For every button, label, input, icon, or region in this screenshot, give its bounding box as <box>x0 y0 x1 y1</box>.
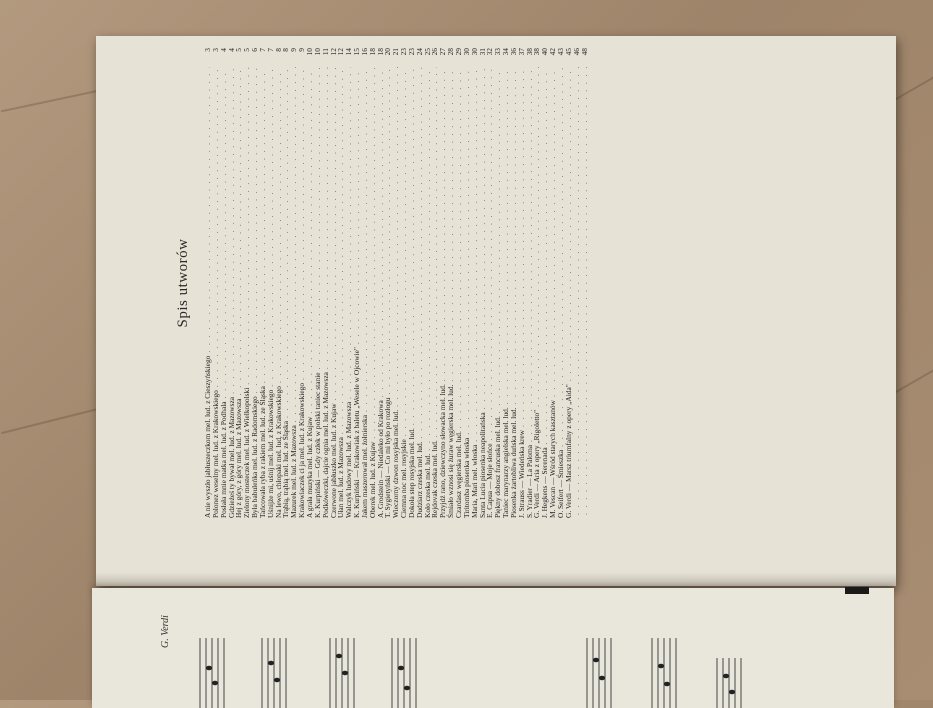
toc-entry <box>416 48 424 518</box>
toc-entry-title: Hej z góry, z góry mel. lud. z Mazowsza <box>234 398 244 518</box>
toc-entry-title: E. Capua — Moje słońce <box>485 443 495 518</box>
toc-leader-dots <box>322 67 330 369</box>
toc-list <box>204 48 588 518</box>
toc-leader-dots <box>400 67 408 436</box>
toc-entry-page: 29 <box>454 48 463 56</box>
toc-leader-dots <box>314 67 322 369</box>
toc-entry-title: S. Yradier — La Paloma <box>524 445 534 518</box>
toc-leader-dots <box>581 67 589 515</box>
toc-leader-dots <box>353 67 361 344</box>
toc-entry-page: 4 <box>226 48 236 52</box>
toc-entry-page: 26 <box>430 48 440 56</box>
toc-entry-title: Dudziarz czeska mel. lud. <box>414 441 424 518</box>
toc-leader-dots <box>306 67 314 414</box>
toc-leader-dots <box>494 67 502 413</box>
toc-entry-page: 30 <box>461 48 471 56</box>
toc-entry-title: Trąbią, trąbią mel. lud. ze Śląska <box>281 420 291 518</box>
toc-leader-dots <box>533 67 541 407</box>
toc-entry-page: 20 <box>383 48 393 56</box>
toc-leader-dots <box>243 67 251 385</box>
toc-entry-title: K. Kurpiński — Krakowiak z baletu „Wesele w Ojcowie" <box>352 347 362 518</box>
toc-leader-dots <box>251 67 259 393</box>
toc-leader-dots <box>439 67 447 381</box>
toc-leader-dots <box>510 67 518 405</box>
toc-entry-page: 12 <box>336 48 346 56</box>
toc-entry-page: 28 <box>446 48 456 56</box>
toc-entry-title: Mazurek mel. lud. z Mazowsza <box>289 425 299 518</box>
toc-leader-dots <box>220 67 228 398</box>
staff-lines <box>587 638 676 708</box>
toc-leader-dots <box>526 67 534 442</box>
toc-entry-title: J. Hegkens — Serenada <box>540 447 550 518</box>
toc-entry-page: 10 <box>312 48 322 56</box>
toc-entry-title: G. Verdi — Aria z opery „Rigoletto" <box>532 409 542 518</box>
toc-entry-page: 5 <box>234 48 244 52</box>
toc-entry-title: A grała muzyka mel. lud. z Kujaw <box>304 416 314 518</box>
toc-leader-dots <box>337 67 345 434</box>
toc-leader-dots <box>235 67 243 395</box>
toc-entry-page: 34 <box>501 48 511 56</box>
toc-entry-page: 23 <box>406 48 416 56</box>
toc-entry-page: 42 <box>548 48 558 56</box>
page-tab-marker <box>845 587 869 594</box>
toc-entry-page: 43 <box>555 48 565 56</box>
toc-entry-page: 15 <box>352 48 362 56</box>
toc-entry-page: 7 <box>265 48 275 52</box>
toc-entry-title: Gdzieżeś ty bywał mel. lud. z Mazowsza <box>226 396 236 518</box>
toc-leader-dots <box>259 67 267 383</box>
toc-entry-page: 16 <box>359 48 369 56</box>
sheet-music-page <box>92 588 894 708</box>
toc-entry-title: Krakowiaczek ci ja mel. lud. z Krakowskiego <box>297 382 307 518</box>
toc-entry-title: J. Strauss — Wiedeńska krew <box>516 429 526 518</box>
toc-entry-page: 33 <box>493 48 503 56</box>
toc-entry-page: 7 <box>257 48 267 52</box>
toc-entry-title: Uśnijże mi, uśnij mel. lud. z Krakowskiego <box>265 389 275 518</box>
toc-leader-dots <box>392 67 400 407</box>
toc-entry-page: 3 <box>210 48 220 52</box>
toc-entry-title: Śmiało wznosi się żuraw węgierska mel. lud. <box>446 384 456 518</box>
toc-entry <box>581 48 589 518</box>
toc-entry-page: 32 <box>485 48 495 56</box>
toc-entry-title: Tiritomba piosenka włoska <box>461 437 471 518</box>
toc-entry-title: Ułan mel. lud. z Mazowsza <box>336 437 346 518</box>
toc-leader-dots <box>502 67 510 404</box>
toc-entry-page: 25 <box>422 48 432 56</box>
toc-entry <box>549 48 557 518</box>
toc-entry <box>565 48 573 518</box>
toc-leader-dots <box>541 67 549 444</box>
toc-entry-title: K. Kurpiński — Gdy człek w polski taniec stanie <box>312 372 322 518</box>
toc-entry-page: 3 <box>203 48 212 52</box>
toc-leader-dots <box>282 67 290 418</box>
toc-entry-page: 38 <box>532 48 542 56</box>
toc-entry-page: 8 <box>273 48 283 52</box>
toc-entry-page: 48 <box>579 48 589 56</box>
toc-entry-title: Posłała mnie matka mel. lud. z Podhala <box>218 401 228 518</box>
toc-leader-dots <box>290 67 298 422</box>
toc-leader-dots <box>463 67 471 435</box>
music-notes <box>206 654 735 695</box>
toc-entry-page: 30 <box>469 48 479 56</box>
toc-leader-dots <box>212 67 220 387</box>
toc-entry-title: Walczyk ludowy mel. lud. z Mazowsza <box>344 401 354 518</box>
toc-entry-page: 21 <box>391 48 401 56</box>
toc-leader-dots <box>228 67 236 394</box>
toc-entry-title: Rejdovak czeska mel. lud. <box>430 440 440 518</box>
toc-entry-title: Koło czeska mel. lud. <box>422 453 432 518</box>
toc-entry-title: Jakem maszerował mel. żołnierska <box>359 414 369 518</box>
toc-leader-dots <box>204 67 212 353</box>
toc-leader-dots <box>298 67 306 380</box>
toc-entry-page: 9 <box>289 48 299 52</box>
toc-leader-dots <box>384 67 392 394</box>
toc-entry-page: 24 <box>414 48 424 56</box>
toc-entry-page: 8 <box>281 48 291 52</box>
toc-entry-page: 10 <box>304 48 314 56</box>
toc-entry-title: A. Grodstein — Niedaleko od Krakowa <box>375 400 385 518</box>
toc-leader-dots <box>424 67 432 451</box>
toc-entry-page: 12 <box>328 48 338 56</box>
toc-entry-page: 38 <box>524 48 534 56</box>
toc-leader-dots <box>408 67 416 425</box>
toc-entry-page: 5 <box>242 48 252 52</box>
toc-leader-dots <box>479 67 487 409</box>
toc-leader-dots <box>431 67 439 437</box>
toc-entry-title: Podkóweczki, dajcie ognia mel. lud. z Mazowsza <box>320 372 330 518</box>
toc-entry-title: M. Vescan — Wśród starych kasztanów <box>548 400 558 518</box>
toc-entry-title: Piosenka żartobliwa duńska mel. lud. <box>508 407 518 518</box>
toc-entry-title: A nie wyszło jabłuszeczkom mel. lud. z Cieszyńskiego <box>203 355 212 518</box>
toc-entry-page: 31 <box>477 48 487 56</box>
toc-entry-page: 46 <box>571 48 581 56</box>
toc-entry-page: 27 <box>438 48 448 56</box>
toc-leader-dots <box>275 67 283 383</box>
toc-entry-title: Piękny dobosz francuska mel. lud. <box>493 416 503 518</box>
toc-entry-title: Przyjdź rano, dziewczyno słowacka mel. lud. <box>438 384 448 518</box>
toc-entry-title: Taniec marynarzy angielska mel. lud. <box>501 407 511 518</box>
toc-entry-title: Zielony mosteczek mel. lud. z Wielkopolski <box>242 387 252 518</box>
toc-entry-page: 11 <box>320 48 330 56</box>
toc-entry-title: G. Verdi — Marsz triumfalny z opery „Aida" <box>563 384 573 518</box>
toc-entry-title: Wieczorny dzwon rosyjska mel. lud. <box>391 409 401 518</box>
toc-entry-page: 4 <box>218 48 228 52</box>
toc-leader-dots <box>455 67 463 428</box>
toc-entry-title: O. Seifert — Śmieszka <box>555 449 565 518</box>
toc-entry-title: Czardasz węgierska mel. lud. <box>454 431 463 518</box>
toc-leader-dots <box>361 67 369 412</box>
toc-leader-dots <box>416 67 424 438</box>
toc-entry-page: 45 <box>563 48 573 56</box>
toc-entry-title: Oberek mel. lud. z Kujaw <box>367 441 377 518</box>
toc-leader-dots <box>549 67 557 397</box>
toc-entry-page: 36 <box>508 48 518 56</box>
floor-board-seam <box>1 90 99 113</box>
toc-entry-page: 6 <box>250 48 260 52</box>
floor-board-seam <box>1 408 99 434</box>
table-of-contents <box>175 48 815 518</box>
staff-lines <box>717 658 741 708</box>
toc-leader-dots <box>369 67 377 439</box>
toc-leader-dots <box>518 67 526 427</box>
toc-entry-page: 23 <box>399 48 409 56</box>
toc-entry-title: Ciemna noc mel. rosyjskie <box>399 439 409 518</box>
toc-entry-title: Tańcowała ryba z rakiem mel. lud. ze Śląska <box>257 386 267 518</box>
toc-leader-dots <box>447 67 455 382</box>
composer-name: G. Verdi <box>160 615 171 648</box>
toc-entry-title: Na lewo, chłopaki mel. lud. z Krakowskiego <box>273 386 283 518</box>
toc-leader-dots <box>471 67 479 442</box>
toc-entry-page: 40 <box>540 48 550 56</box>
toc-entry-page: 18 <box>375 48 385 56</box>
toc-entry-page: 18 <box>367 48 377 56</box>
toc-entry-title: Czerwone jabłuszko mel. lud. z Kujaw <box>328 403 338 518</box>
toc-entry-title: Polonez weselny mel. lud. z Krakowskiego <box>210 390 220 518</box>
toc-entry-title: Maria, Mari mel. włoska <box>469 444 479 518</box>
music-staves <box>92 588 894 708</box>
toc-leader-dots <box>267 67 275 387</box>
toc-entry-title: T. Sygietyński — Co mi było po rozłogu <box>383 397 393 518</box>
toc-entry-page: 37 <box>516 48 526 56</box>
toc-entry-title: Santa Lucia piosenka neapolitańska <box>477 412 487 518</box>
toc-entry-page: 14 <box>344 48 354 56</box>
toc-leader-dots <box>573 67 581 515</box>
toc-heading: Spis utworów <box>175 238 191 328</box>
toc-entry <box>573 48 581 518</box>
staff-lines <box>200 638 286 708</box>
toc-leader-dots <box>565 67 573 381</box>
toc-entry-title: Była babuleńka mel. lud. z Radomskiego <box>250 396 260 518</box>
toc-leader-dots <box>486 67 494 440</box>
toc-entry-title: Dokoła step rosyjska mel. lud. <box>406 428 416 518</box>
toc-leader-dots <box>377 67 385 397</box>
toc-entry-page: 9 <box>297 48 307 52</box>
toc-leader-dots <box>330 67 338 400</box>
page-fold-shadow <box>96 572 896 586</box>
